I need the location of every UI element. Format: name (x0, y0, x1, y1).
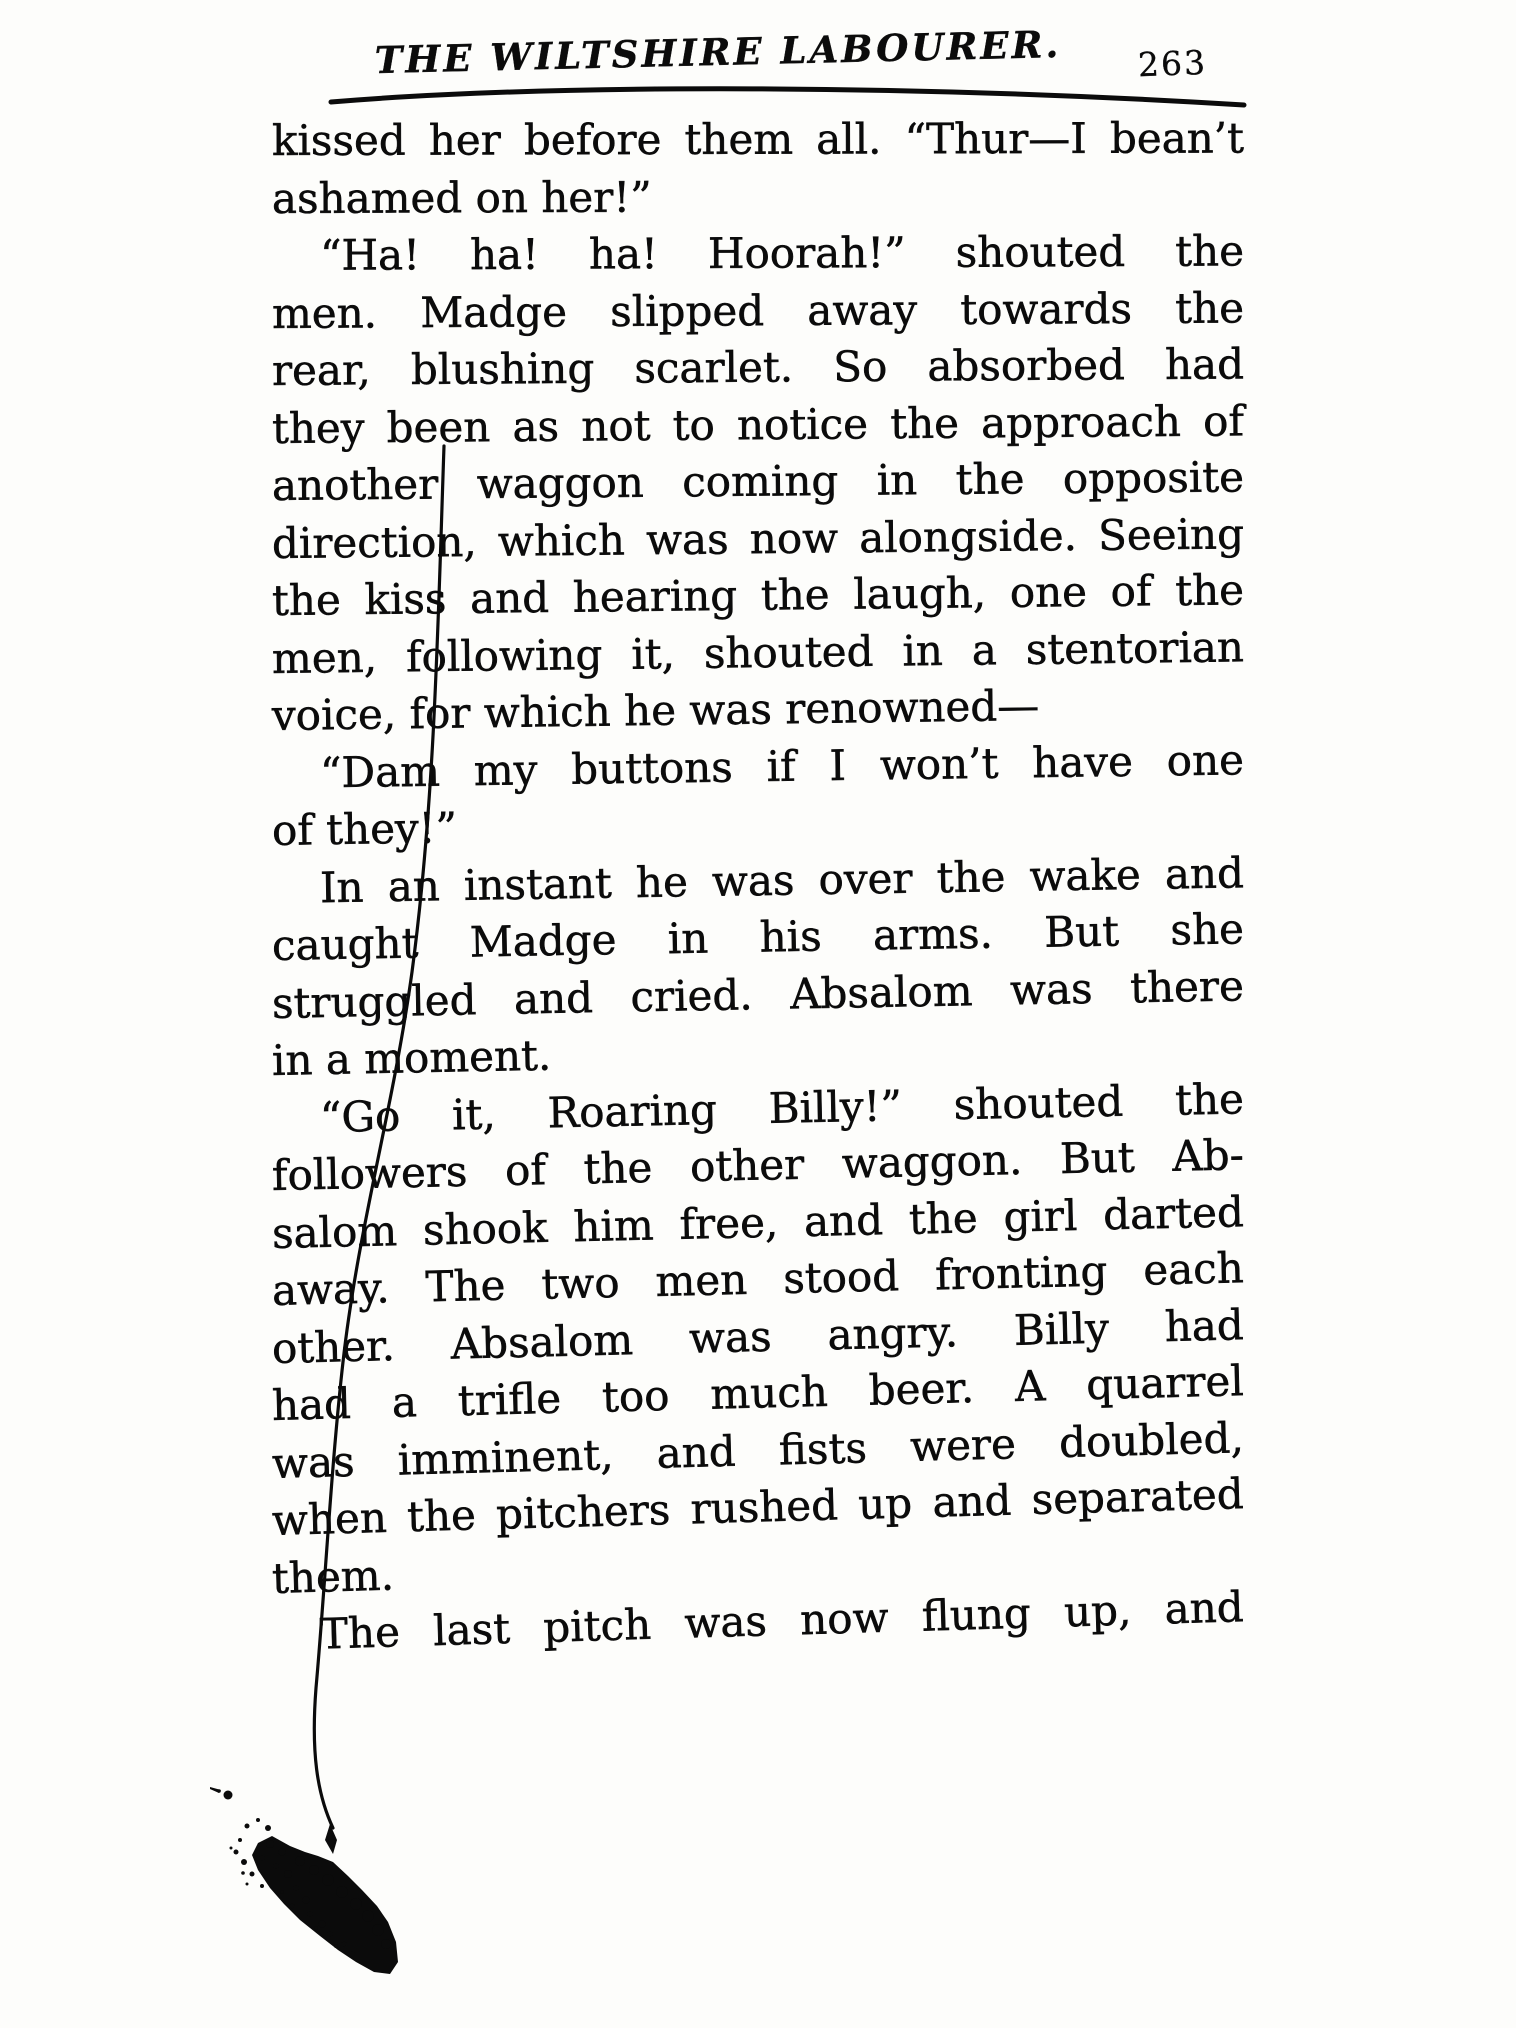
text-line: salom shook him free, and the girl darted (271, 1186, 1245, 1258)
text-column (272, 112, 1244, 1665)
text-line: “Go it, Roaring Billy!” shouted the (319, 1073, 1245, 1142)
text-line: them. (271, 1550, 395, 1603)
running-head-title: THE WILTSHIRE LABOURER. (374, 21, 1062, 83)
text-line: another waggon coming in the opposite (271, 452, 1245, 510)
text-line: In an instant he was over the wake and (319, 847, 1245, 912)
ink-blot (210, 1787, 398, 1974)
text-line: men. Madge slipped away towards the (271, 282, 1245, 338)
text-line: away. The two men stood fronting each (271, 1243, 1245, 1315)
text-line: of they!” (271, 803, 458, 855)
text-line: they been as not to notice the approach of (271, 395, 1245, 453)
text-line: The last pitch was now flung up, and (319, 1582, 1245, 1659)
header-rule (331, 89, 1244, 105)
text-line: direction, which was now alongside. Seeing (271, 508, 1245, 568)
text-line: had a trifle too much beer. A quarrel (271, 1356, 1245, 1430)
text-line: kissed her before them all. “Thur—I bean’t (271, 113, 1245, 165)
text-line: was imminent, and fists were doubled, (271, 1412, 1245, 1488)
text-line: “Ha! ha! ha! Hoorah!” shouted the (319, 226, 1245, 280)
page-number: 263 (1137, 42, 1208, 85)
text-line: followers of the other waggon. But Ab- (271, 1130, 1245, 1200)
text-line: men, following it, shouted in a stentorian (271, 621, 1245, 683)
text-line: the kiss and hearing the laugh, one of the (271, 565, 1245, 625)
text-line: struggled and cried. Absalom was there (271, 960, 1245, 1028)
text-line: caught Madge in his arms. But she (271, 904, 1245, 970)
text-line: rear, blushing scarlet. So absorbed had (271, 339, 1245, 395)
text-line: in a moment. (271, 1030, 552, 1085)
text-line: when the pitchers rushed up and separated (271, 1469, 1245, 1545)
text-line: ashamed on her!” (271, 172, 652, 223)
text-line: other. Absalom was angry. Billy had (271, 1299, 1245, 1373)
text-line: “Dam my buttons if I won’t have one (319, 734, 1245, 797)
text-line: voice, for which he was renowned— (271, 681, 1040, 740)
